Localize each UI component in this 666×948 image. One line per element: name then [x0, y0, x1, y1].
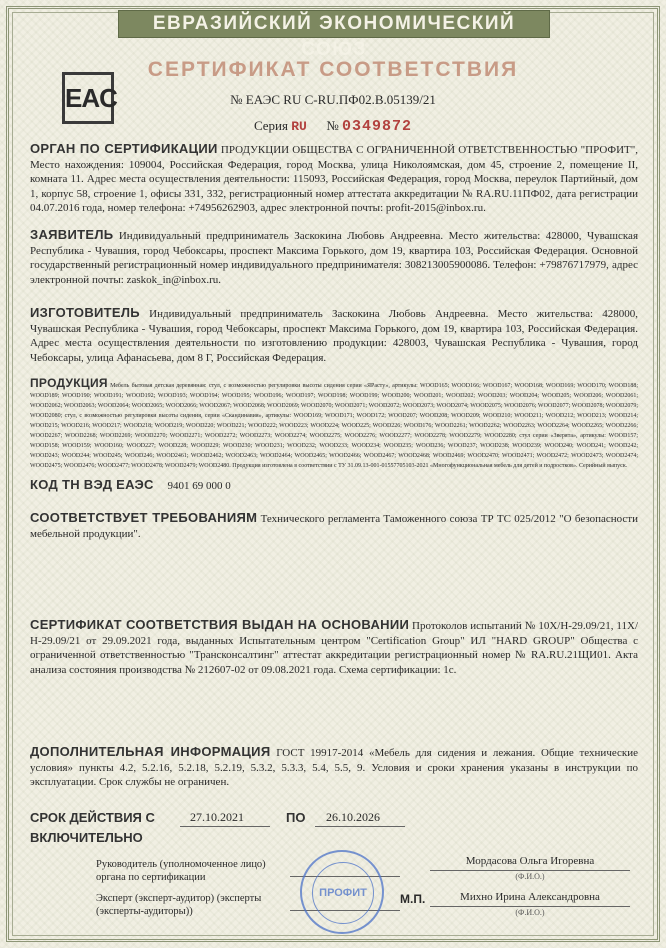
- blank-number-label: №: [326, 118, 339, 133]
- head-signature-label: Руководитель (уполномоченное лицо) органа по сертификации: [96, 859, 266, 883]
- series-code: RU: [291, 119, 307, 134]
- certificate-number: № ЕАЭС RU С-RU.ПФ02.В.05139/21: [230, 92, 436, 107]
- certification-body-section: [30, 142, 638, 216]
- date-to-underline: [315, 826, 405, 827]
- basis-heading: СЕРТИФИКАТ СООТВЕТСТВИЯ ВЫДАН НА ОСНОВАНИИ: [30, 617, 410, 632]
- conforms-text: Технического регламента Таможенного союза ТР ТС 025/2012 "О безопасности мебельной продукции".: [30, 513, 638, 540]
- validity-inclusive: ВКЛЮЧИТЕЛЬНО: [30, 830, 143, 845]
- additional-info-section: [30, 745, 638, 790]
- expert-signature-label: Эксперт (эксперт-аудитор) (эксперты (эксперты-аудиторы)): [96, 893, 262, 917]
- eac-logo-icon: EAC: [62, 72, 114, 124]
- blank-number: 0349872: [342, 118, 413, 135]
- head-fio-caption: (Ф.И.О.): [515, 872, 545, 881]
- expert-name: Михно Ирина Александровна: [460, 891, 600, 903]
- applicant-section: [30, 228, 638, 287]
- additional-info-text: ГОСТ 19917-2014 «Мебель для сидения и лежания. Общие технические условия» пункты 4.2, 5.2.16, 5.2.18, 5.2.19, 5.3.2, 5.3.3, 5.4, 5.5, 9. Условия и сроки хранения указаны в инструкции по эксплуатации. Срок службы не ограничен.: [30, 747, 639, 788]
- certification-body-text: ПРОДУКЦИИ ОБЩЕСТВА С ОГРАНИЧЕННОЙ ОТВЕТСТВЕННОСТЬЮ "ПРОФИТ", Место нахождения: 109004, Российская Федерация, город Москва, улица Николоямская, дом 45, строение 2, помещение II, комната 11. Адрес места осуществления деятельности: 115093, Российская Федерация, город Москва, переулок Партийный, дом 1, корпус 58, строение 1, офисы 331, 332, регистрационный номер аттестата аккредитации № RA.RU.11ПФ02, дата регистрации 04.07.2016 года, номер телефона: +74956262903, адрес электронной почты: profit-2015@inbox.ru.: [30, 144, 638, 214]
- head-name: Мордасова Ольга Игоревна: [465, 855, 595, 867]
- validity-date-from: 27.10.2021: [190, 810, 244, 824]
- tnved-section: [30, 478, 638, 494]
- date-from-underline: [180, 826, 270, 827]
- stamp-center-text: ПРОФИТ: [312, 862, 374, 924]
- stamp-place-label: М.П.: [400, 892, 426, 906]
- validity-heading: СРОК ДЕЙСТВИЯ С: [30, 810, 155, 825]
- basis-text: Протоколов испытаний № 10Х/Н-29.09/21, 11Х/Н-29.09/21 от 29.09.2021 года, выданных Испытательным центром "Certification Group" ИЛ "HARD GROUP" Общества с ограниченной ответственностью "Трансконсалтинг" аттестат аккредитации регистрационный номер № RA.RU.21ЩИ01. Акта анализа состояния производства № 212607-02 от 09.08.2021 года. Схема сертификации: 1с.: [30, 620, 639, 676]
- validity-date-to: 26.10.2026: [326, 810, 380, 824]
- union-title: ЕВРАЗИЙСКИЙ ЭКОНОМИЧЕСКИЙ СОЮЗ: [118, 10, 550, 38]
- additional-info-heading: ДОПОЛНИТЕЛЬНАЯ ИНФОРМАЦИЯ: [30, 744, 271, 759]
- series-line: [0, 118, 666, 135]
- certification-stamp: [300, 850, 384, 934]
- basis-section: [30, 618, 638, 677]
- applicant-text: Индивидуальный предприниматель Заскокина Любовь Андреевна. Место жительства: 428000, Чувашская Республика - Чувашия, город Чебоксары, проспект Максима Горького, дом 19, квартира 103, Российская Федерация. Основной государственный регистрационный номер индивидуального предпринимателя: 308213005900086. Телефон: +79876717979, адрес электронной почты: zaskok_in@inbox.ru.: [30, 230, 638, 286]
- certificate-title: СЕРТИФИКАТ СООТВЕТСТВИЯ: [147, 58, 519, 81]
- conforms-section: [30, 511, 638, 541]
- head-name-underline: [430, 870, 630, 871]
- expert-fio-caption: (Ф.И.О.): [515, 908, 545, 917]
- expert-name-underline: [430, 906, 630, 907]
- validity-to-label: ПО: [286, 810, 306, 825]
- manufacturer-text: Индивидуальный предприниматель Заскокина Любовь Андреевна. Место жительства: 428000, Чувашская Республика - Чувашия, город Чебоксары, проспект Максима Горького, дом 19, квартира 103, Российская Федерация. Адрес места осуществления деятельности по изготовлению продукции: 428003, Чувашская Республика - Чувашия, город Чебоксары, улица Афанасьева, дом 8 Г, Российская Федерация.: [30, 308, 638, 364]
- product-heading: ПРОДУКЦИЯ: [30, 376, 108, 390]
- tnved-heading: КОД ТН ВЭД ЕАЭС: [30, 477, 154, 492]
- manufacturer-section: [30, 306, 638, 365]
- series-label: Серия: [253, 118, 288, 133]
- product-text: Мебель бытовая детская деревянная: стул, с возможностью регулировки высоты сидения серии «ЯРасту», артикулы: WOOD165; WOOD166; WOOD167; WOOD168; WOOD169; WOOD170; WOOD188; WOOD189; WOOD190; WOOD191; WOOD192; WOOD193; WOOD194; WOOD195; WOOD196; WOOD197; WOOD198; WOOD199; WOOD200; WOOD201; WOOD202; WOOD203; WOOD204; WOOD205; WOOD206; WOOD2061; WOOD2062; WOOD2063; WOOD2064; WOOD2065; WOOD2066; WOOD2067; WOOD2068; WOOD2069; WOOD2070; WOOD2071; WOOD2072; WOOD2073; WOOD2074; WOOD2075; WOOD2076; WOOD2077; WOOD2078; WOOD2079; WOOD2080; стул, с возможностью регулировки высоты сидения, серии «Скандинавия», артикулы: WOOD169; WOOD171; WOOD172; WOOD207; WOOD208; WOOD209; WOOD210; WOOD211; WOOD212; WOOD213; WOOD214; WOOD215; WOOD216; WOOD217; WOOD218; WOOD219; WOOD220; WOOD221; WOOD222; WOOD223; WOOD224; WOOD225; WOOD226; WOOD176; WOOD2261; WOOD2262; WOOD2263; WOOD2264; WOOD2265; WOOD2266; WOOD2267; WOOD2268; WOOD2269; WOOD2270; WOOD2271; WOOD2272; WOOD2273; WOOD2274; WOOD2275; WOOD2276; WOOD2277; WOOD2278; WOOD2279; WOOD2280; стул серии «Зверята», артикулы: WOOD157; WOOD158; WOOD159; WOOD160; WOOD227; WOOD228; WOOD229; WOOD230; WOOD231; WOOD232; WOOD233; WOOD234; WOOD235; WOOD236; WOOD237; WOOD238; WOOD239; WOOD240; WOOD241; WOOD242; WOOD243; WOOD244; WOOD245; WOOD246; WOOD2461; WOOD2462; WOOD2463; WOOD2464; WOOD2465; WOOD2466; WOOD2467; WOOD2468; WOOD2469; WOOD2470; WOOD2471; WOOD2472; WOOD2473; WOOD2474; WOOD2475; WOOD2476; WOOD2477; WOOD2478; WOOD2479; WOOD2480. Продукция изготовлена в соответствии с ТУ 31.09.13-001-01557705103-2021 «Многофункциональная мебель для детей и подростков». Серийный выпуск.: [30, 383, 638, 469]
- certification-body-heading: ОРГАН ПО СЕРТИФИКАЦИИ: [30, 141, 218, 156]
- applicant-heading: ЗАЯВИТЕЛЬ: [30, 227, 114, 242]
- tnved-code: 9401 69 000 0: [167, 480, 231, 492]
- conforms-heading: СООТВЕТСТВУЕТ ТРЕБОВАНИЯМ: [30, 510, 258, 525]
- manufacturer-heading: ИЗГОТОВИТЕЛЬ: [30, 305, 140, 320]
- product-section: [30, 378, 638, 471]
